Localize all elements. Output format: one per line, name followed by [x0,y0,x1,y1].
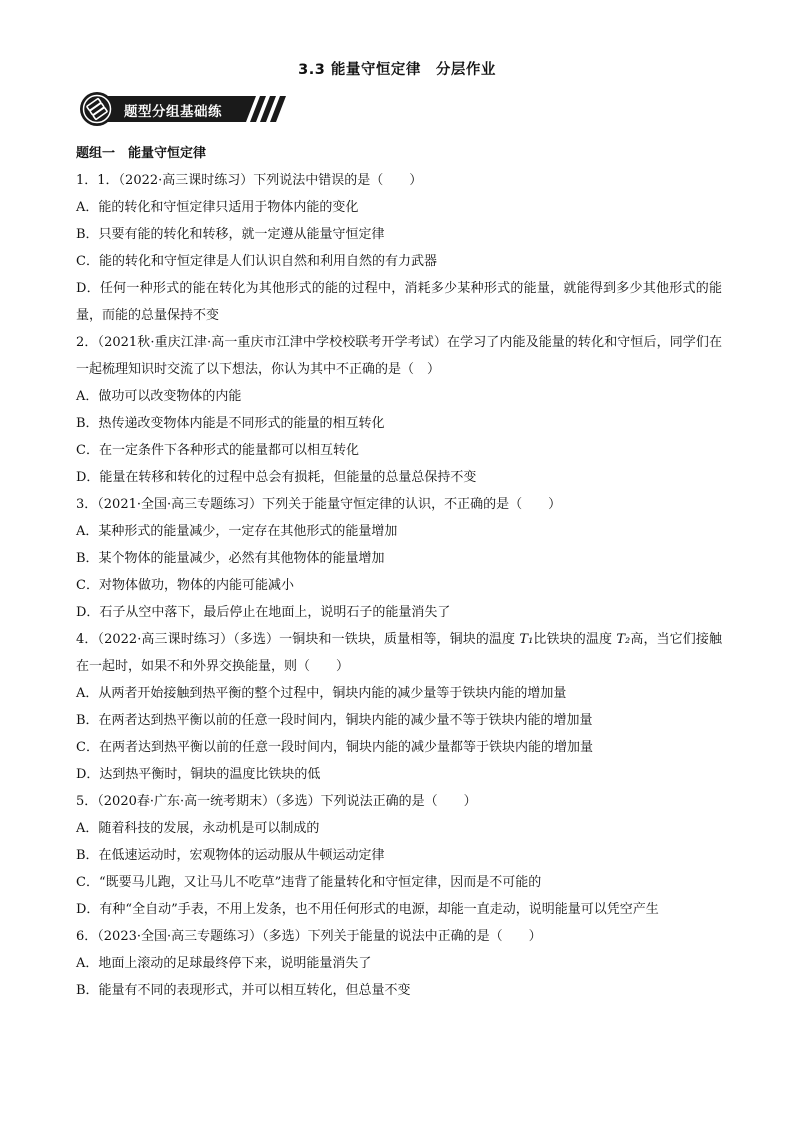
question-item [76,788,722,923]
question-stem: 6．（2023·全国·高三专题练习）（多选）下列关于能量的说法中正确的是（ ） [76,929,542,944]
option-d: D．任何一种形式的能在转化为其他形式的能的过程中，消耗多少某种形式的能量，就能得到多少其他形式的能量，而能的总量保持不变 [76,281,722,323]
question-stem: 2．（2021秋·重庆江津·高一重庆市江津中学校校联考开学考试）在学习了内能及能量的转化和守恒后，同学们在一起梳理知识时交流了以下想法，你认为其中不正确的是（ ） [76,335,722,377]
question-item [76,923,722,1004]
option-b: B．只要有能的转化和转移，就一定遵从能量守恒定律 [76,227,385,242]
question-stem [76,626,722,680]
option-c: C．能的转化和守恒定律是人们认识自然和利用自然的有力武器 [76,254,437,269]
option-d: D．有种“全自动”手表，不用上发条，也不用任何形式的电源，却能一直走动，说明能量可以凭空产生 [76,902,659,917]
page-title: 3.3 能量守恒定律 分层作业 [298,62,496,78]
section-banner [78,92,288,126]
option-a: A．随着科技的发展，永动机是可以制成的 [76,821,320,836]
option-c: C．“既要马儿跑，又让马儿不吃草”违背了能量转化和守恒定律，因而是不可能的 [76,875,542,890]
question-stem: 3．（2021·全国·高三专题练习）下列关于能量守恒定律的认识，不正确的是（ ） [76,497,562,512]
option-c: C．在两者达到热平衡以前的任意一段时间内，铜块内能的减少量都等于铁块内能的增加量 [76,740,593,755]
option-b: B．某个物体的能量减少，必然有其他物体的能量增加 [76,551,385,566]
stem-text: 4．（2022·高三课时练习）（多选）一铜块和一铁块，质量相等，铜块的温度 [76,632,520,647]
option-a: A．地面上滚动的足球最终停下来，说明能量消失了 [76,956,372,971]
option-a: A．某种形式的能量减少，一定存在其他形式的能量增加 [76,524,398,539]
option-c: C．对物体做功，物体的内能可能减小 [76,578,294,593]
question-list [76,140,722,1004]
option-c: C．在一定条件下各种形式的能量都可以相互转化 [76,443,359,458]
option-b: B．热传递改变物体内能是不同形式的能量的相互转化 [76,416,385,431]
group-heading: 题组一 能量守恒定律 [76,146,207,161]
question-item [76,329,722,491]
option-a: A．从两者开始接触到热平衡的整个过程中，铜块内能的减少量等于铁块内能的增加量 [76,686,567,701]
question-item [76,167,722,329]
stem-text: 比铁块的温度 [533,632,617,647]
option-a: A．做功可以改变物体的内能 [76,389,242,404]
variable-t1: T₁ [519,632,534,647]
question-stem: 1．1．（2022·高三课时练习）下列说法中错误的是（ ） [76,173,423,188]
option-b: B．在两者达到热平衡以前的任意一段时间内，铜块内能的减少量不等于铁块内能的增加量 [76,713,593,728]
banner-label: 题型分组基础练 [124,104,222,120]
question-item [76,626,722,788]
option-d: D．达到热平衡时，铜块的温度比铁块的低 [76,767,321,782]
question-stem: 5．（2020春·广东·高一统考期末）（多选）下列说法正确的是（ ） [76,794,477,809]
option-a: A．能的转化和守恒定律只适用于物体内能的变化 [76,200,359,215]
option-d: D．石子从空中落下，最后停止在地面上，说明石子的能量消失了 [76,605,451,620]
option-b: B．在低速运动时，宏观物体的运动服从牛顿运动定律 [76,848,385,863]
question-item [76,491,722,626]
stem-text: 高，当它们接触在一起时，如果不和外界交换能量，则（ ） [76,632,722,674]
option-d: D．能量在转移和转化的过程中总会有损耗，但能量的总量总保持不变 [76,470,477,485]
option-b: B．能量有不同的表现形式，并可以相互转化，但总量不变 [76,983,411,998]
variable-t2: T₂ [616,632,631,647]
